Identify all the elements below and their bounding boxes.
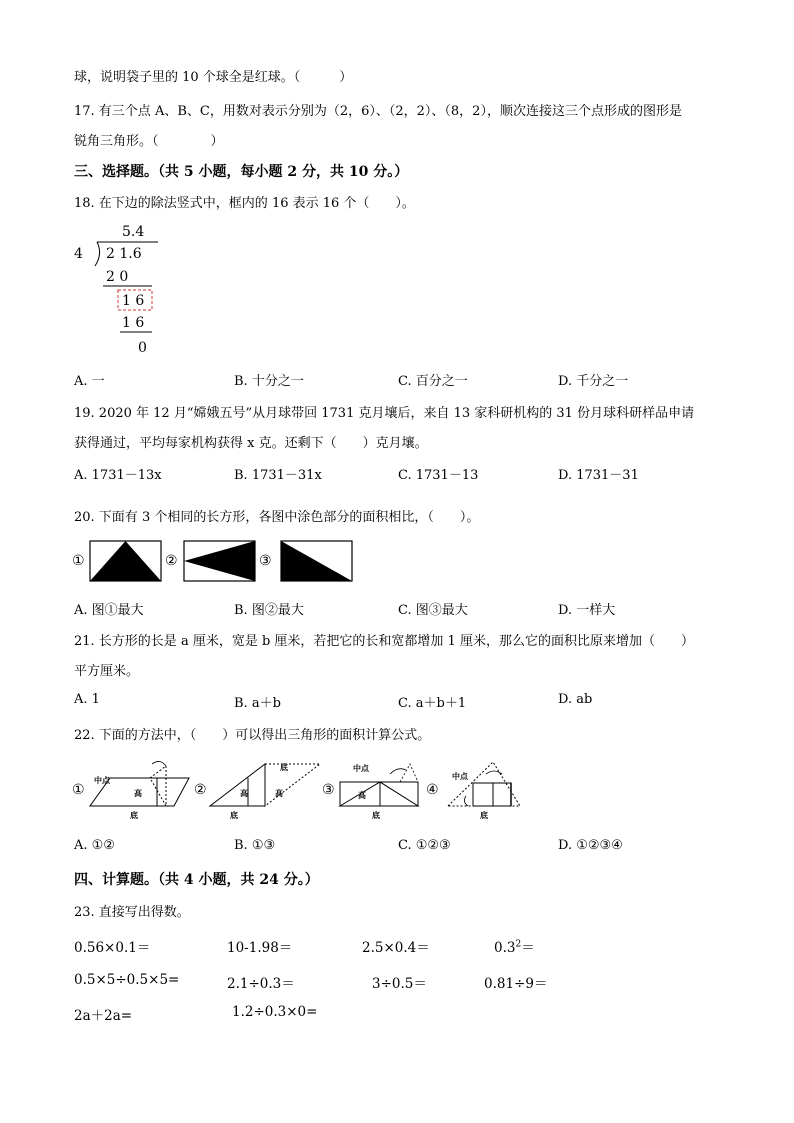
q23-stem: 23. 直接写出得数。: [74, 905, 190, 920]
midpoint-label: 中点: [94, 775, 110, 785]
division-boxed: 1 6: [122, 293, 145, 309]
long-division-figure: [70, 218, 170, 360]
q19-option-a: A. 1731－13x: [74, 468, 162, 483]
label-1: ①: [72, 553, 85, 569]
q22-stem: 22. 下面的方法中，（ ）可以得出三角形的面积计算公式。: [74, 728, 431, 743]
q19-option-d: D. 1731－31: [558, 468, 639, 483]
triangle-4: [448, 762, 520, 806]
cut-triangle-1: [150, 766, 166, 806]
rotate-arrow-4a: [464, 796, 468, 806]
rectangle-3: [340, 782, 418, 806]
height-label: 高: [134, 788, 142, 798]
base-label: 底: [230, 810, 238, 820]
q20-option-c: C. 图③最大: [398, 603, 468, 618]
q22-option-a: A. ①②: [74, 838, 115, 853]
q18-option-a: A. 一: [74, 374, 105, 389]
q21-option-c: C. a＋b＋1: [398, 696, 467, 711]
section3-title: 三、选择题。（共 5 小题，每小题 2 分，共 10 分。）: [74, 164, 409, 180]
midpoint-label: 中点: [353, 763, 369, 773]
triangle-2: [210, 764, 265, 806]
q17-line1: 17. 有三个点 A、B、C，用数对表示分别为（2，6）、（2，2）、（8，2），顺次连接这三个点形成的图形是: [74, 104, 682, 119]
midpoint-label: 中点: [452, 771, 468, 781]
q22-option-c: C. ①②③: [398, 838, 451, 853]
calc-item-power: [494, 936, 535, 956]
height-label: 高: [358, 790, 366, 800]
calc-item: 3÷0.5＝: [372, 976, 427, 992]
label-2: ②: [165, 553, 178, 569]
q19-line1: 19. 2020 年 12 月“嫦娥五号”从月球带回 1731 克月壤后，来自 13 家科研机构的 31 份月球科研样品申请: [74, 406, 695, 421]
calc-item: 0.5×5÷0.5×5=: [74, 972, 180, 988]
q20-rectangles-figure: [70, 536, 370, 586]
label-3: ③: [322, 782, 335, 798]
rotate-arrow-1: [152, 761, 166, 766]
division-dividend: 2 1.6: [106, 246, 142, 262]
q18-option-c: C. 百分之一: [398, 374, 468, 389]
calc-item: 2a＋2a=: [74, 1008, 133, 1024]
division-quotient: 5.4: [122, 224, 145, 240]
calc-item: 10-1.98＝: [227, 940, 293, 956]
calc-item: 2.5×0.4＝: [362, 940, 430, 956]
division-bracket: [95, 242, 100, 266]
q20-option-a: A. 图①最大: [74, 603, 144, 618]
q18-stem: 18. 在下边的除法竖式中，框内的 16 表示 16 个（ ）。: [74, 196, 415, 211]
power-base: 0.3: [494, 940, 516, 956]
q21-option-a: A. 1: [74, 692, 100, 707]
label-2: ②: [194, 782, 207, 798]
height-label: 高: [275, 788, 283, 798]
calc-item: 0.81÷9＝: [484, 976, 548, 992]
q19-option-b: B. 1731－31x: [234, 468, 322, 483]
base-label: 底: [372, 810, 380, 820]
rectangle-4: [473, 783, 511, 806]
base-label: 底: [480, 810, 488, 820]
power-equals: ＝: [521, 940, 535, 956]
calc-item: 1.2÷0.3×0=: [232, 1004, 318, 1020]
q20-option-d: D. 一样大: [558, 603, 616, 618]
division-step1: 2 0: [106, 269, 129, 285]
q22-option-b: B. ①③: [234, 838, 276, 853]
label-1: ①: [72, 782, 85, 798]
height-label: 高: [240, 788, 248, 798]
calc-item: 2.1÷0.3＝: [227, 976, 295, 992]
division-step2: 1 6: [122, 315, 145, 331]
q18-option-b: B. 十分之一: [234, 374, 304, 389]
q16-tail: 球，说明袋子里的 10 个球全是红球。（ ）: [74, 70, 353, 85]
division-divisor: 4: [74, 246, 83, 262]
base-label: 底: [280, 762, 288, 772]
base-label: 底: [130, 810, 138, 820]
rotated-part-3: [400, 764, 418, 782]
q22-methods-figure: [70, 756, 530, 826]
q21-option-b: B. a＋b: [234, 696, 281, 711]
q20-stem: 20. 下面有 3 个相同的长方形，各图中涂色部分的面积相比，（ ）。: [74, 510, 480, 525]
triangle-3: [340, 782, 418, 806]
q18-option-d: D. 千分之一: [558, 374, 629, 389]
power-exponent: 2: [515, 939, 522, 950]
q22-option-d: D. ①②③④: [558, 838, 623, 853]
calc-item: 0.56×0.1＝: [74, 940, 151, 956]
q20-option-b: B. 图②最大: [234, 603, 304, 618]
section4-title: 四、计算题。（共 4 小题，共 24 分。）: [74, 872, 319, 888]
q21-line1: 21. 长方形的长是 a 厘米，宽是 b 厘米，若把它的长和宽都增加 1 厘米，那么它的面积比原来增加（ ）: [74, 634, 694, 649]
division-remainder: 0: [138, 340, 147, 356]
q17-line2: 锐角三角形。（ ）: [74, 134, 224, 149]
label-3: ③: [259, 553, 272, 569]
q21-option-d: D. ab: [558, 692, 593, 707]
copy-triangle-2: [265, 764, 320, 806]
q19-line2: 获得通过，平均每家机构获得 x 克。还剩下（ ）克月壤。: [74, 436, 428, 451]
label-4: ④: [426, 782, 439, 798]
q19-option-c: C. 1731－13: [398, 468, 479, 483]
rotate-arrow-3: [390, 769, 406, 774]
q21-line2: 平方厘米。: [74, 664, 140, 679]
